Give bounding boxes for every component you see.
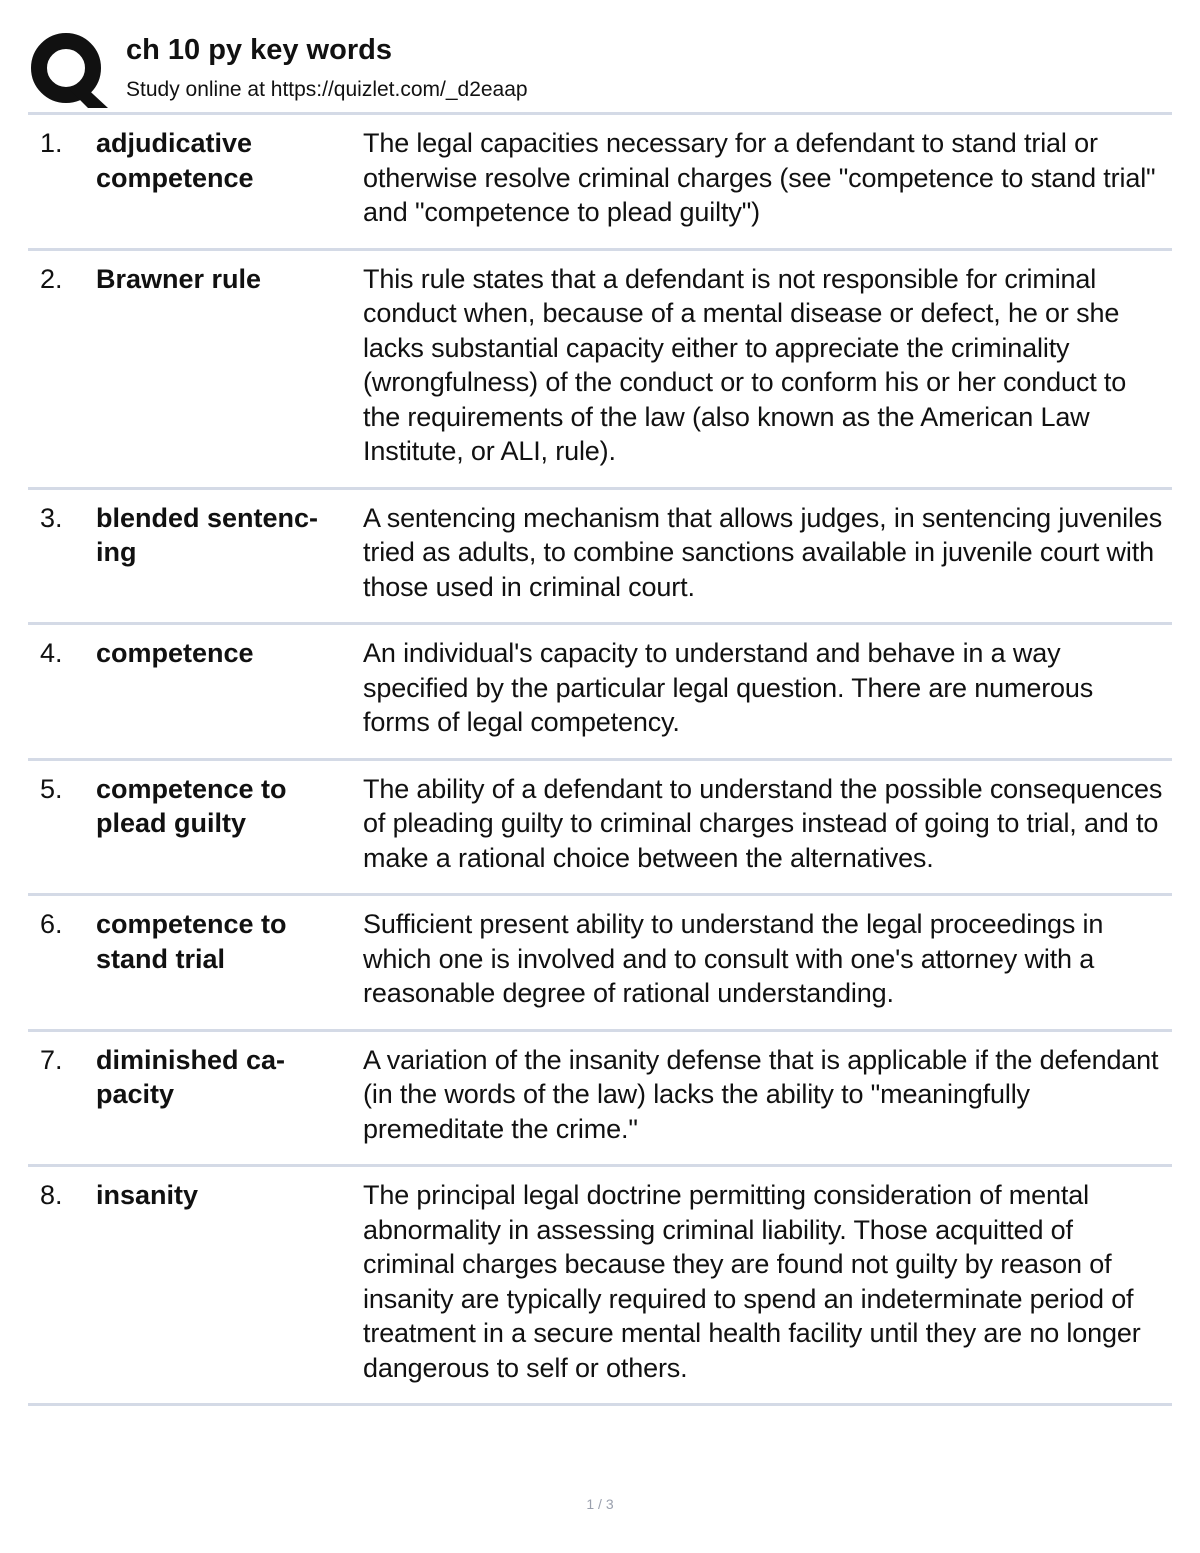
term-number: 3.	[40, 502, 63, 533]
study-online-link[interactable]: Study online at https://quizlet.com/_d2eaap	[126, 78, 528, 101]
term-number: 8.	[40, 1180, 63, 1210]
page-title: ch 10 py key words	[126, 34, 392, 66]
term-word-line: adjudicative	[96, 128, 253, 158]
term-word	[96, 772, 358, 841]
term-word-line: plead guilty	[96, 808, 247, 838]
term-word	[96, 907, 358, 976]
term-word	[96, 636, 358, 671]
term-number: 2.	[40, 263, 63, 294]
term-word-line: competence to	[96, 909, 287, 939]
term-row	[28, 761, 1172, 897]
term-row	[28, 115, 1172, 251]
term-word-line: insanity	[96, 1180, 199, 1210]
term-definition: The ability of a defendant to understand the possible consequences of pleading guilty to criminal charges instead of going to trial, and to make a rational choice between the alternatives.	[363, 773, 1163, 873]
term-word-line: competence	[96, 162, 254, 193]
page-header	[28, 28, 1172, 112]
term-word	[96, 1178, 358, 1213]
term-number: 7.	[40, 1044, 63, 1075]
term-row	[28, 625, 1172, 761]
term-definition: This rule states that a defendant is not responsible for criminal conduct when, because of a mental disease or defect, he or she lacks substantial capacity either to appreciate the criminality (wrongfulness) of the conduct or to conform his or her conduct to the requirements of the law (also known as the American Law Institute, or ALI, rule).	[363, 263, 1127, 466]
term-row	[28, 896, 1172, 1032]
term-number: 4.	[40, 638, 63, 668]
page-indicator: 1 / 3	[586, 1496, 614, 1512]
term-word-line: diminished ca-	[96, 1044, 286, 1075]
term-definition: The principal legal doctrine permitting consideration of mental abnormality in assessing criminal liability. Those acquitted of criminal charges because they are found not guilty by reason of insanity are typically required to spend an indeterminate period of treatment in a secure mental health facility until they are no longer dangerous to self or others.	[363, 1180, 1141, 1383]
term-word	[96, 1043, 358, 1112]
term-word-line: competence to	[96, 773, 287, 804]
term-definition: The legal capacities necessary for a defendant to stand trial or otherwise resolve criminal charges (see "competence to stand trial" and "competence to plead guilty")	[363, 128, 1156, 227]
term-definition: An individual's capacity to understand and behave in a way specified by the particular legal question. There are numerous forms of legal competency.	[363, 638, 1094, 737]
term-definition: A sentencing mechanism that allows judges, in sentencing juveniles tried as adults, to combine sanctions available in juvenile court with those used in criminal court.	[363, 502, 1163, 602]
term-word	[96, 126, 358, 195]
term-word-line: Brawner rule	[96, 263, 262, 294]
term-word	[96, 501, 358, 570]
term-definition: A variation of the insanity defense that is applicable if the defendant (in the words of the law) lacks the ability to "meaningfully premeditate the crime."	[363, 1044, 1159, 1144]
term-word-line: competence	[96, 638, 254, 668]
term-word-line: pacity	[96, 1079, 175, 1109]
term-word-line: blended sentenc-	[96, 502, 319, 533]
quizlet-logo-icon	[30, 30, 108, 108]
term-number: 1.	[40, 128, 63, 158]
term-word	[96, 262, 358, 297]
term-word-line: ing	[96, 537, 137, 567]
term-word-line: stand trial	[96, 943, 226, 974]
term-row	[28, 1032, 1172, 1168]
term-row	[28, 251, 1172, 490]
term-row	[28, 490, 1172, 626]
term-row	[28, 1167, 1172, 1406]
term-definition: Sufficient present ability to understand the legal proceedings in which one is involved and to consult with one's attorney with a reasonable degree of rational understanding.	[363, 909, 1104, 1008]
terms-list	[28, 115, 1172, 1406]
term-number: 6.	[40, 909, 63, 939]
term-number: 5.	[40, 773, 63, 804]
